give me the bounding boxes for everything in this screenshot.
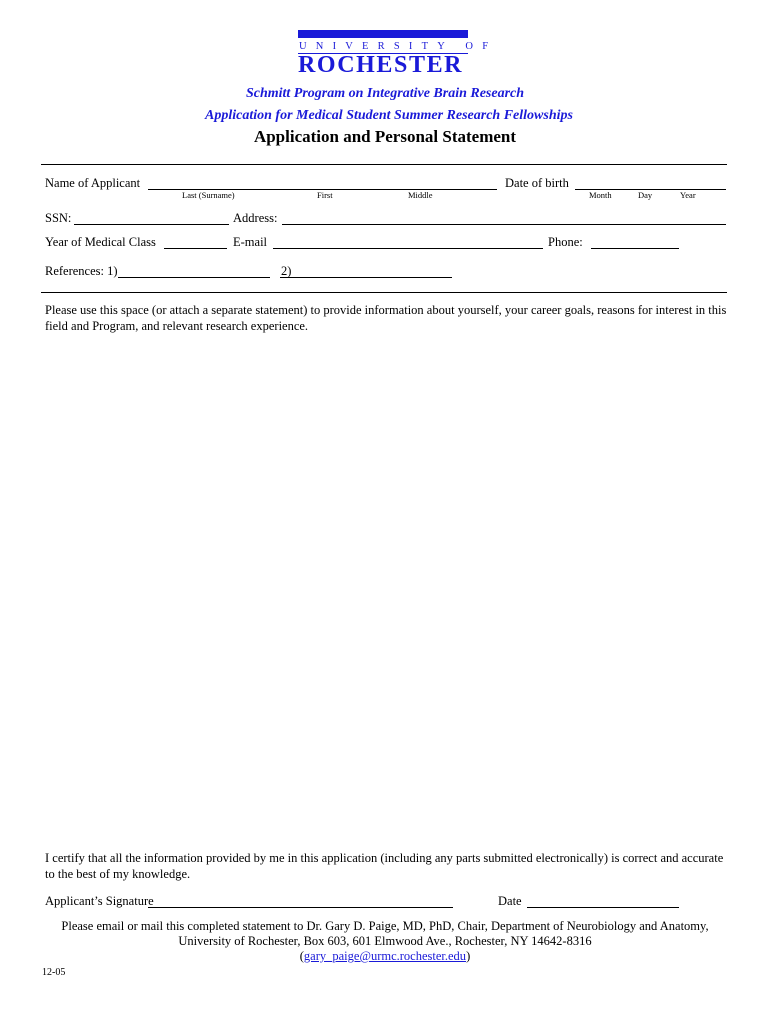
references-label: References: 1) — [45, 264, 118, 278]
email-label: E-mail — [233, 235, 268, 249]
phone-label: Phone: — [548, 235, 583, 249]
address-label: Address: — [233, 211, 278, 225]
dob-label: Date of birth — [505, 176, 569, 190]
reference-1-field[interactable] — [118, 277, 270, 278]
email-field[interactable] — [273, 248, 543, 249]
contact-email-link[interactable]: gary_paige@urmc.rochester.edu — [303, 949, 467, 963]
year-field[interactable] — [164, 248, 227, 249]
university-logo — [298, 30, 498, 78]
ssn-label: SSN: — [45, 211, 72, 225]
date-label: Date — [498, 894, 522, 908]
ssn-field[interactable] — [74, 224, 229, 225]
footer-line-2: University of Rochester, Box 603, 601 Elmwood Ave., Rochester, NY 14642-8316 — [178, 934, 592, 948]
header-divider — [41, 164, 727, 165]
statement-instructions: Please use this space (or attach a separate statement) to provide information about yourself, your career goals, reasons for interest in this field and Program, and relevant research experience. — [45, 303, 727, 333]
form-divider — [41, 292, 727, 293]
reference-2-field[interactable] — [280, 277, 452, 278]
name-first-caption: First — [317, 190, 333, 200]
reference-2-label: 2) — [281, 264, 292, 278]
application-title: Application for Medical Student Summer Research Fellowships — [205, 108, 573, 123]
dob-month-caption: Month — [589, 190, 612, 200]
certification-text: I certify that all the information provided by me in this application (including any parts submitted electronically) is correct and accurate to the best of my knowledge. — [45, 851, 724, 881]
page-title: Application and Personal Statement — [253, 127, 517, 146]
name-label: Name of Applicant — [45, 176, 141, 190]
signature-label: Applicant’s Signature — [45, 894, 154, 908]
phone-field[interactable] — [591, 248, 679, 249]
name-last-caption: Last (Surname) — [182, 190, 235, 200]
dob-day-caption: Day — [638, 190, 653, 200]
logo-bar — [298, 30, 468, 38]
year-label: Year of Medical Class — [45, 235, 156, 249]
date-field[interactable] — [527, 907, 679, 908]
address-field[interactable] — [282, 224, 726, 225]
logo-name-text: ROCHESTER — [298, 52, 464, 78]
email-open-paren: ( — [299, 949, 304, 963]
logo-university-text: UNIVERSITY OF — [299, 41, 498, 52]
email-close-paren: ) — [466, 949, 471, 963]
name-middle-caption: Middle — [408, 190, 433, 200]
footer-line-1: Please email or mail this completed statement to Dr. Gary D. Paige, MD, PhD, Chair, Department of Neurobiology and Anatomy, — [61, 919, 709, 933]
dob-year-caption: Year — [680, 190, 696, 200]
program-title: Schmitt Program on Integrative Brain Research — [245, 86, 525, 101]
footer-email-line — [0, 949, 770, 964]
signature-field[interactable] — [148, 907, 453, 908]
form-version: 12-05 — [42, 967, 66, 978]
statement-area[interactable] — [45, 340, 729, 840]
